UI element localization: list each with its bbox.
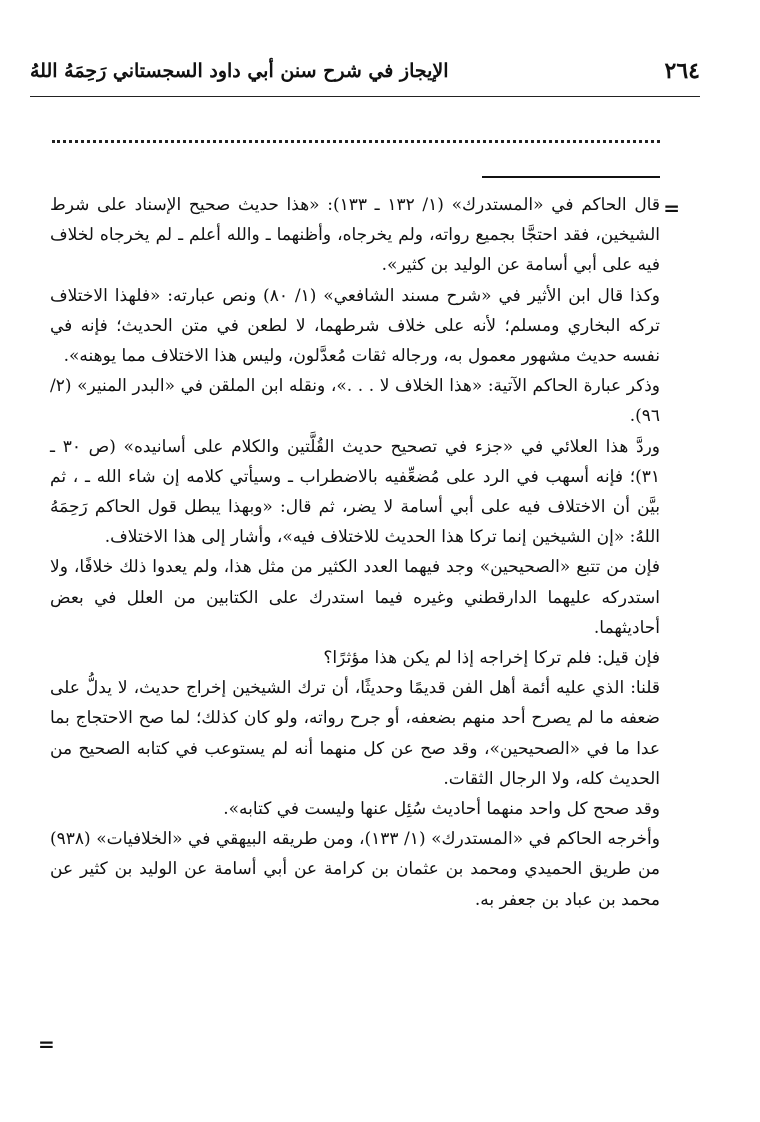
paragraph: قلنا: الذي عليه أئمة أهل الفن قديمًا وحديثًا، أن ترك الشيخين إخراج حديث، لا يدلُّ على ضعفه ما لم يصرح أحد منهم بضعفه، أو جرح رواته، ولو كان كذلك؛ لما صح الاحتجاج بما عدا ما في «الصحيحين»، وقد صح عن كل منهما أنه لم يستوعب في كتابه الصحيح من الحديث كله، ولا الرجال الثقات. <box>50 678 660 789</box>
continuation-marker-end: = <box>38 1032 55 1056</box>
paragraph: فإن من تتبع «الصحيحين» وجد فيهما العدد الكثير من مثل هذا، ولم يعدوا ذلك خلافًا، ولا استدركه عليهما الدارقطني وغيره فيما استدرك على الكتابين من العلل في بعض أحاديثهما. <box>50 557 660 638</box>
header-divider <box>30 96 700 97</box>
paragraph: قال الحاكم في «المستدرك» (١/ ١٣٢ ـ ١٣٣): «هذا حديث صحيح الإسناد على شرط الشيخين، فقد احتجَّا بجميع رواته، ولم يخرجاه، وأظنهما ـ والله أعلم ـ لم يخرجاه لخلاف فيه على أبي أسامة عن الوليد بن كثير». <box>50 195 660 276</box>
book-title: الإيجاز في شرح سنن أبي داود السجستاني رَحِمَهُ اللهُ <box>30 60 449 82</box>
paragraph: فإن قيل: فلم تركا إخراجه إذا لم يكن هذا مؤثرًا؟ <box>323 648 660 669</box>
paragraph: وذكر عبارة الحاكم الآتية: «هذا الخلاف لا . . .»، ونقله ابن الملقن في «البدر المنير» (٢/ ٩٦). <box>50 376 660 427</box>
footnote-divider <box>482 176 660 178</box>
footnote-body <box>50 190 660 915</box>
paragraph: وكذا قال ابن الأثير في «شرح مسند الشافعي» (١/ ٨٠) ونص عبارته: «فلهذا الاختلاف تركه البخاري ومسلم؛ لأنه على خلاف شرطهما، لا لطعن في متن الحديث؛ فإنه في نفسه حديث مشهور معمول به، ورجاله ثقات مُعدَّلون، وليس هذا الاختلاف مما يوهنه». <box>50 285 661 367</box>
paragraph: وأخرجه الحاكم في «المستدرك» (١/ ١٣٣)، ومن طريقه البيهقي في «الخلافيات» (٩٣٨) من طريق الحميدي ومحمد بن عثمان بن كرامة عن أبي أسامة عن الوليد بن كثير عن محمد بن عباد بن جعفر به. <box>50 829 660 910</box>
paragraph: وقد صحح كل واحد منهما أحاديث سُئِل عنها وليست في كتابه». <box>223 799 660 820</box>
page-number: ٢٦٤ <box>664 58 700 84</box>
page-header <box>30 58 700 98</box>
dotted-separator <box>52 140 660 143</box>
paragraph: وردَّ هذا العلائي في «جزء في تصحيح حديث القُلَّتين والكلام على أسانيده» (ص ٣٠ ـ ٣١)؛ فإنه أسهب في الرد على مُضعِّفيه بالاضطراب ـ وسيأتي كلامه إن شاء الله ـ ، ثم بيَّن أن الاختلاف فيه على أبي أسامة لا يضر، ثم قال: «وبهذا يبطل قول الحاكم رَحِمَهُ اللهُ: «إن الشيخين إنما تركا هذا الحديث للاختلاف فيه»، وأشار إلى هذا الاختلاف. <box>50 436 660 548</box>
continuation-marker-start: = <box>663 196 680 220</box>
